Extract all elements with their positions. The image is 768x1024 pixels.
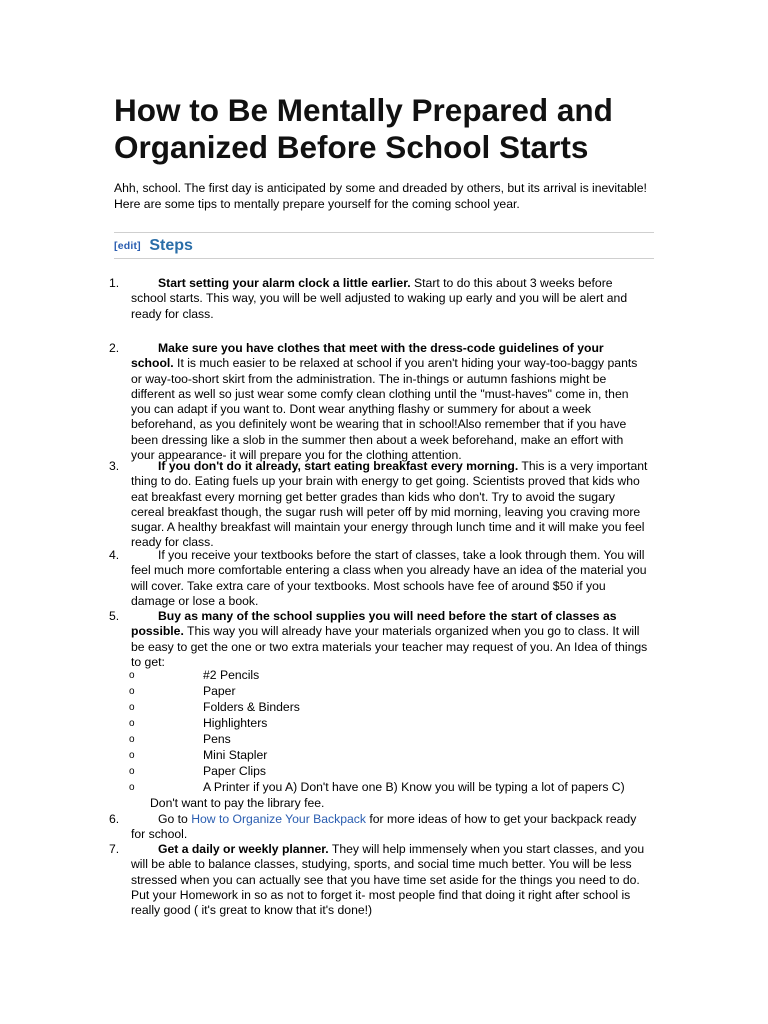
- step-number: 1.: [109, 276, 120, 290]
- step-number: 3.: [109, 459, 120, 473]
- step-text: for more ideas of how to get your backpack ready for school.: [131, 812, 637, 842]
- step-lead: If you don't do it already, start eating breakfast every morning.: [158, 459, 519, 473]
- supply-text: Paper: [203, 684, 236, 698]
- bullet-icon: o: [129, 782, 135, 793]
- backpack-link[interactable]: How to Organize Your Backpack: [191, 812, 366, 826]
- supply-text: Folders & Binders: [203, 700, 300, 714]
- page-title: How to Be Mentally Prepared and Organized Before School Starts: [114, 92, 613, 165]
- step-body: [131, 341, 649, 463]
- supply-text: Pens: [203, 732, 231, 746]
- bullet-icon: o: [129, 670, 135, 681]
- step-body: [131, 459, 649, 551]
- bullet-icon: o: [129, 734, 135, 745]
- list-item: [109, 548, 649, 609]
- section-divider-bottom: [114, 258, 654, 259]
- bullet-icon: o: [129, 702, 135, 713]
- step-lead: Make sure you have clothes that meet with the dress-code guidelines of your school.: [131, 341, 604, 371]
- step-lead: Start setting your alarm clock a little earlier.: [158, 276, 411, 290]
- section-title: Steps: [149, 237, 193, 254]
- supply-text: A Printer if you A) Don't have one B) Know you will be typing a lot of papers C): [203, 780, 625, 794]
- list-item: [109, 842, 649, 918]
- supply-text: #2 Pencils: [203, 668, 260, 682]
- supply-text: Paper Clips: [203, 764, 266, 778]
- step-body: [131, 812, 649, 843]
- step-number: 2.: [109, 341, 120, 355]
- supply-text: Highlighters: [203, 716, 268, 730]
- step-text: This is a very important thing to do. Eating fuels up your brain with energy to get going. Scientists proved that kids who eat breakfast every morning get better grades than kids who don't. Try to avoid the sugary cereal breakfast though, the sugar rush will peter off by mid morning, leaving you craving more sugar. A healthy breakfast will maintain your energy through lunch time and it will make you feel ready for class.: [131, 459, 648, 550]
- step-number: 7.: [109, 842, 120, 856]
- supply-text: Mini Stapler: [203, 748, 268, 762]
- step-text: This way you will already have your materials organized when you go to class. It will be easy to get the one or two extra materials your teacher may request of you. An Idea of things to get:: [131, 624, 648, 669]
- step-number: 5.: [109, 609, 120, 623]
- step-body: [131, 842, 649, 918]
- list-item: [109, 459, 649, 551]
- step-text: Start to do this about 3 weeks before school starts. This way, you will be well adjusted to waking up early and you will be alert and ready for class.: [131, 276, 628, 321]
- list-item: [109, 276, 649, 322]
- bullet-icon: o: [129, 766, 135, 777]
- intro-paragraph: Ahh, school. The first day is anticipated by some and dreaded by others, but its arrival is inevitable! Here are some tips to mentally prepare yourself for the coming school year.: [114, 181, 647, 211]
- list-item: [109, 609, 649, 670]
- step-text: It is much easier to be relaxed at school if you aren't hiding your way-too-baggy pants or way-too-short skirt from the administration. The in-things or autumn fashions might be different as well so just wear some comfy clean clothing until the "must-haves" come in, then you can adapt if you want to. Dont wear anything flashy or summery for about a week beforehand, as you definitely wont be wearing that in school!Also remember that if you have been dressing like a slob in the summer then about a week beforehand, make an effort with your appearance- it will prepare you for the clothing attention.: [131, 356, 638, 463]
- step-body: [131, 276, 649, 322]
- step-text: If you receive your textbooks before the start of classes, take a look through them. You will feel much more comfortable entering a class when you already have an idea of the material you will cover. Take extra care of your textbooks. Most schools have fee of around $50 if you damage or lose a book.: [131, 548, 647, 608]
- step-lead: Get a daily or weekly planner.: [158, 842, 329, 856]
- list-item: [109, 341, 649, 463]
- step-lead: Buy as many of the school supplies you will need before the start of classes as possible.: [131, 609, 617, 639]
- step-body: [131, 548, 649, 609]
- step-number: 6.: [109, 812, 120, 826]
- section-divider-top: [114, 232, 654, 233]
- edit-link[interactable]: [edit]: [114, 240, 141, 252]
- supply-continuation: Don't want to pay the library fee.: [150, 796, 325, 810]
- bullet-icon: o: [129, 686, 135, 697]
- step-text: Go to: [158, 812, 192, 826]
- step-text: They will help immensely when you start classes, and you will be able to balance classes, studying, sports, and social time much better. You will be less stressed when you can actually see that you have time set aside for the things you need to do. Put your Homework in so as not to forget it- most people find that doing it right after school is really good ( it's great to know that it's done!): [131, 842, 645, 918]
- list-item: [109, 812, 649, 843]
- bullet-icon: o: [129, 750, 135, 761]
- step-body: [131, 609, 649, 670]
- section-header: [114, 237, 193, 257]
- step-number: 4.: [109, 548, 120, 562]
- bullet-icon: o: [129, 718, 135, 729]
